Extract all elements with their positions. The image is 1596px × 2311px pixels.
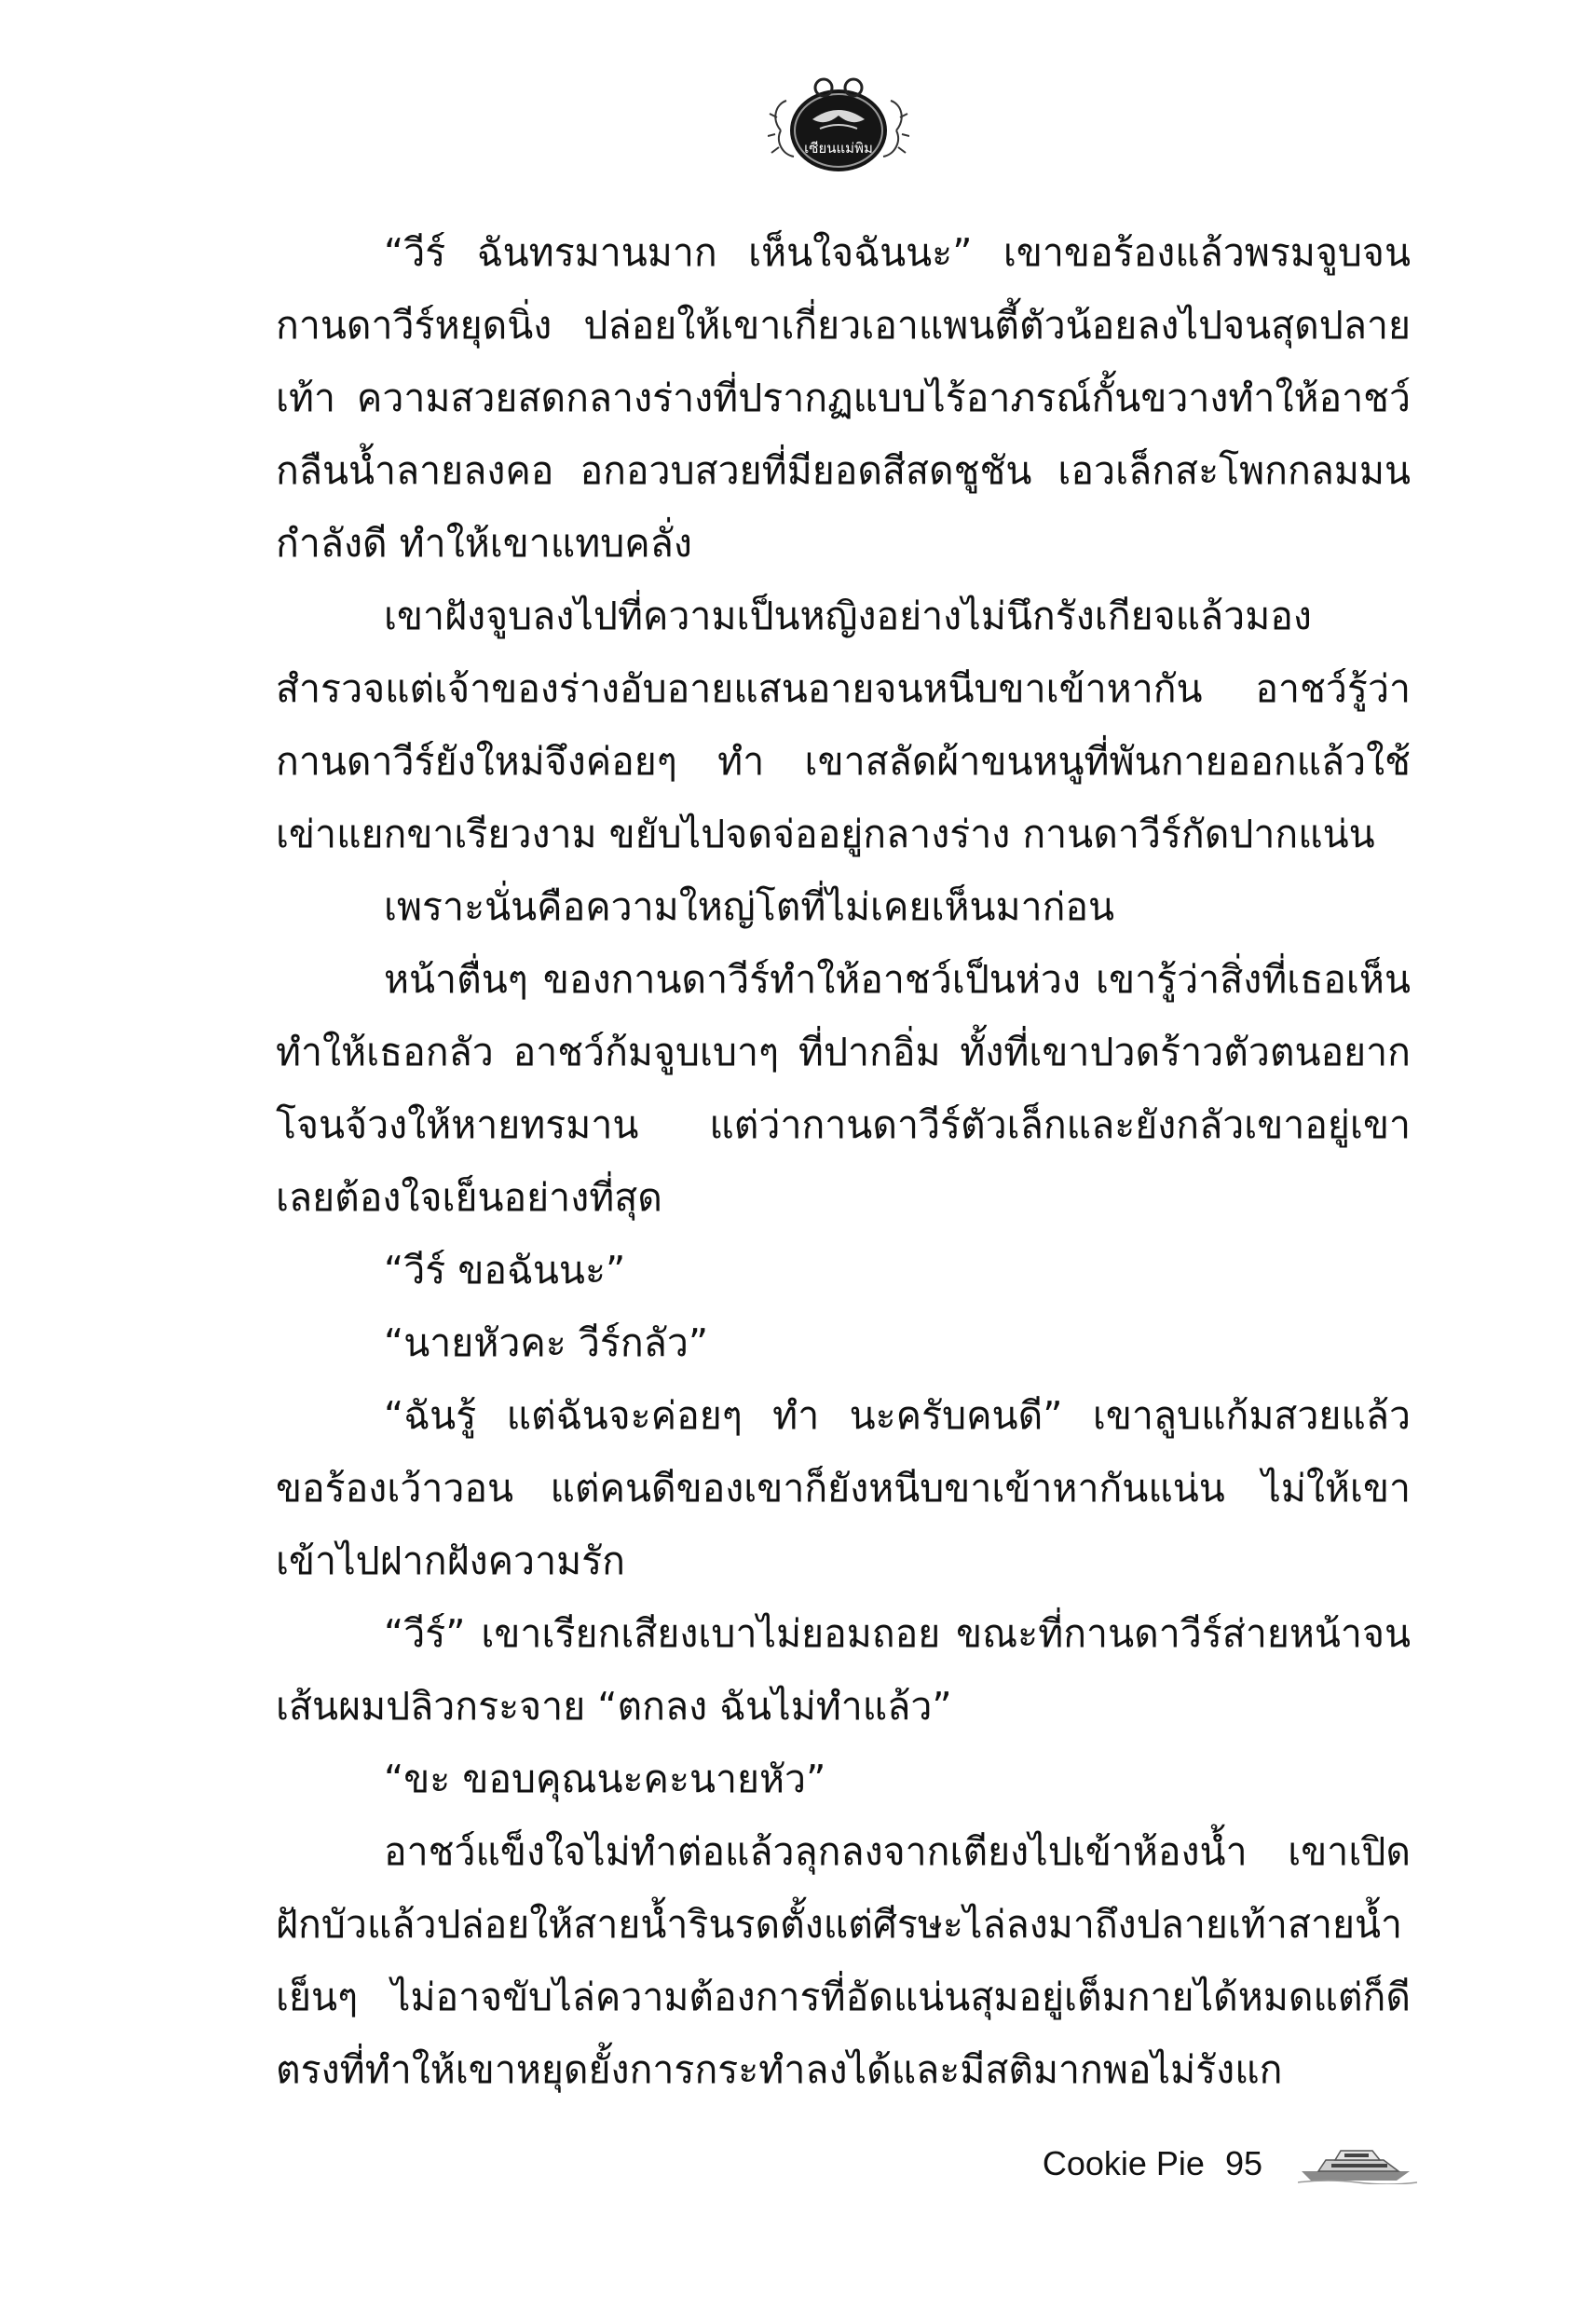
page-footer [1043,2136,1417,2192]
paragraph: “วีร์ ขอฉันนะ” [384,1248,626,1292]
page-body [276,216,1411,2106]
yacht-icon [1298,2143,1417,2184]
paragraph: “วีร์ ฉันทรมานมาก เห็นใจฉันนะ” เขาขอร้องแล้วพรมจูบจนกานดาวีร์หยุดนิ่ง ปล่อยให้เขาเกี่ยวเอาแพนตี้ตัวน้อยลงไปจนสุดปลายเท้า ความสวยสดกลางร่างที่ปรากฏแบบไร้อาภรณ์กั้นขวางทำให้อาชว์กลืนน้ำลายลงคอ อกอวบสวยที่มียอดสีสดชูชัน เอวเล็กสะโพกกลมมนกำลังดี ทำให้เขาแทบคลั่ง [276,230,1411,566]
paragraph: เพราะนั่นคือความใหญ่โตที่ไม่เคยเห็นมาก่อน [384,884,1115,929]
book-title: Cookie Pie [1042,2144,1205,2182]
paragraph: เขาฝังจูบลงไปที่ความเป็นหญิงอย่างไม่นึกรังเกียจแล้วมองสำรวจแต่เจ้าของร่างอับอายแสนอายจนหนีบขาเข้าหากัน อาชว์รู้ว่ากานดาวีร์ยังใหม่จึงค่อยๆ ทำ เขาสลัดผ้าขนหนูที่พันกายออกแล้วใช้เข่าแยกขาเรียวงาม ขยับไปจดจ่ออยู่กลางร่าง กานดาวีร์กัดปากแน่น [276,594,1411,856]
paragraph: “ฉันรู้ แต่ฉันจะค่อยๆ ทำ นะครับคนดี” เขาลูบแก้มสวยแล้วขอร้องเว้าวอน แต่คนดีของเขาก็ยังหนีบขาเข้าหากันแน่น ไม่ให้เขาเข้าไปฝากฝังความรัก [276,1393,1411,1583]
page-number: 95 [1224,2144,1262,2182]
paragraph: “วีร์” เขาเรียกเสียงเบาไม่ยอมถอย ขณะที่กานดาวีร์ส่ายหน้าจนเส้นผมปลิวกระจาย “ตกลง ฉันไม่ทำแล้ว” [276,1611,1411,1729]
paragraph: อาชว์แข็งใจไม่ทำต่อแล้วลุกลงจากเตียงไปเข้าห้องน้ำ เขาเปิดฝักบัวแล้วปล่อยให้สายน้ำรินรดตั้งแต่ศีรษะไล่ลงมาถึงปลายเท้าสายน้ำเย็นๆ ไม่อาจขับไล่ความต้องการที่อัดแน่นสุมอยู่เต็มกายได้หมดแต่ก็ดีตรงที่ทำให้เขาหยุดยั้งการกระทำลงได้และมีสติมากพอไม่รังแก [276,1829,1411,2092]
publisher-seal-icon [768,73,909,183]
paragraph: หน้าตื่นๆ ของกานดาวีร์ทำให้อาชว์เป็นห่วง เขารู้ว่าสิ่งที่เธอเห็นทำให้เธอกลัว อาชว์ก้มจูบเบาๆ ที่ปากอิ่ม ทั้งที่เขาปวดร้าวตัวตนอยากโจนจ้วงให้หายทรมาน แต่ว่ากานดาวีร์ตัวเล็กและยังกลัวเขาอยู่เขาเลยต้องใจเย็นอย่างที่สุด [276,957,1411,1220]
logo-text: เซียนแม่พิม [804,140,873,157]
paragraph: “ขะ ขอบคุณนะคะนายหัว” [384,1757,826,1801]
paragraph: “นายหัวคะ วีร์กลัว” [384,1320,709,1365]
